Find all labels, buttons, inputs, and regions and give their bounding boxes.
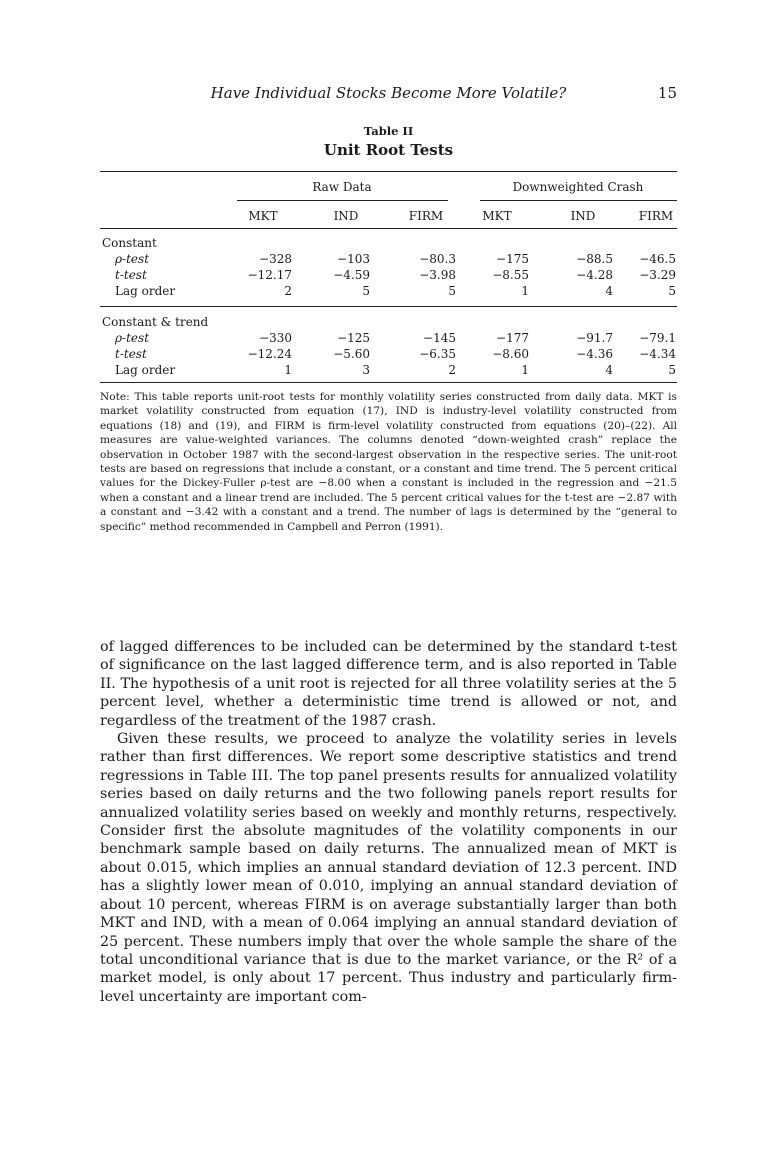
panel-divider-rule [100, 306, 677, 307]
table-cell: −103 [337, 252, 370, 266]
table-cell: 3 [362, 363, 370, 377]
col-header: MKT [248, 209, 278, 223]
table-cell: −88.5 [576, 252, 613, 266]
table-cell: 2 [448, 363, 456, 377]
group-header-downweighted: Downweighted Crash [512, 180, 644, 194]
table-cell: −8.55 [492, 268, 529, 282]
col-header: FIRM [638, 209, 674, 223]
table-cell: −79.1 [639, 331, 676, 345]
table-cell: −330 [259, 331, 292, 345]
table-cell: −3.98 [419, 268, 456, 282]
table-cell: −12.24 [247, 347, 292, 361]
header-bottom-rule [100, 228, 677, 229]
table-cell: −177 [496, 331, 529, 345]
table-title: Unit Root Tests [323, 141, 454, 159]
table-cell: −8.60 [492, 347, 529, 361]
table-cell: −125 [337, 331, 370, 345]
table-top-rule [100, 171, 677, 172]
table-cell: 5 [668, 363, 676, 377]
raw-data-subrule [237, 200, 448, 201]
body-paragraph: Given these results, we proceed to analyze the volatility series in levels rather than first differences. We report some descriptive statistics and trend regressions in Table III. The top panel presents results for annualized volatility series based on daily returns and the two following panels report results for annualized volatility series based on weekly and monthly returns, respectively. Consider first the absolute magnitudes of the volatility components in our benchmark sample based on daily returns. The annualized mean of MKT is about 0.015, which implies an annual standard deviation of 12.3 percent. IND has a slightly lower mean of 0.010, implying an annual standard deviation of about 10 percent, whereas FIRM is on average substantially larger than both MKT and IND, with a mean of 0.064 implying an annual standard deviation of 25 percent. These numbers imply that over the whole sample the share of the total unconditional variance that is due to the market variance, or the R² of a market model, is only about 17 percent. Thus industry and particularly firm-level uncertainty are important com- [100, 731, 677, 1005]
table-cell: −12.17 [247, 268, 292, 282]
col-header: FIRM [408, 209, 444, 223]
table-cell: −145 [423, 331, 456, 345]
table-cell: 1 [521, 284, 529, 298]
row-label: t-test [115, 347, 147, 361]
table-cell: −46.5 [639, 252, 676, 266]
panel-label-constant-trend: Constant & trend [102, 315, 209, 329]
row-label: t-test [115, 268, 147, 282]
col-header: MKT [482, 209, 512, 223]
panel-label-constant: Constant [102, 236, 157, 250]
downweighted-subrule [480, 200, 677, 201]
table-cell: 4 [605, 284, 613, 298]
table-cell: −6.35 [419, 347, 456, 361]
group-header-raw: Raw Data [312, 180, 372, 194]
table-cell: 2 [284, 284, 292, 298]
running-head [100, 84, 677, 106]
body-text [100, 638, 677, 1006]
table-label: Table II [363, 124, 414, 138]
row-label: Lag order [115, 363, 176, 377]
row-label: ρ-test [115, 252, 150, 266]
table-cell: 1 [521, 363, 529, 377]
table-cell: 5 [448, 284, 456, 298]
table-cell: −91.7 [576, 331, 613, 345]
col-header: IND [333, 209, 359, 223]
table-cell: −175 [496, 252, 529, 266]
body-paragraph: of lagged differences to be included can be determined by the standard t-test of significance on the last lagged difference term, and is also reported in Table II. The hypothesis of a unit root is rejected for all three volatility series at the 5 percent level, whether a deterministic time trend is allowed or not, and regardless of the treatment of the 1987 crash. [100, 639, 677, 729]
row-label: Lag order [115, 284, 176, 298]
table-cell: −4.59 [333, 268, 370, 282]
table-cell: −4.36 [576, 347, 613, 361]
page-number: 15 [657, 84, 677, 102]
table-bottom-rule [100, 382, 677, 383]
table-cell: 4 [605, 363, 613, 377]
table-cell: −80.3 [419, 252, 456, 266]
row-label: ρ-test [115, 331, 150, 345]
table-cell: −5.60 [333, 347, 370, 361]
table-cell: 5 [668, 284, 676, 298]
table-note: Note: This table reports unit-root tests for monthly volatility series constructed from daily data. MKT is market volatility constructed from equation (17), IND is industry-level volatility constructed from equations (18) and (19), and FIRM is firm-level volatility constructed from equations (20)–(22). All measures are value-weighted variances. The columns denoted “down-weighted crash” replace the observation in October 1987 with the second-largest observation in the respective series. The unit-root tests are based on regressions that include a constant, or a constant and time trend. The 5 percent critical values for the Dickey-Fuller ρ-test are −8.00 when a constant is included in the regression and −21.5 when a constant and a linear trend are included. The 5 percent critical values for the t-test are −2.87 with a constant and −3.42 with a constant and a trend. The number of lags is determined by the “general to specific” method recommended in Campbell and Perron (1991). [100, 391, 677, 533]
table-cell: 5 [362, 284, 370, 298]
col-header: IND [570, 209, 596, 223]
table-cell: −4.28 [576, 268, 613, 282]
table-cell: −3.29 [639, 268, 676, 282]
table-cell: −328 [259, 252, 292, 266]
table-cell: −4.34 [639, 347, 676, 361]
running-title: Have Individual Stocks Become More Volatile? [210, 84, 567, 102]
table-cell: 1 [284, 363, 292, 377]
